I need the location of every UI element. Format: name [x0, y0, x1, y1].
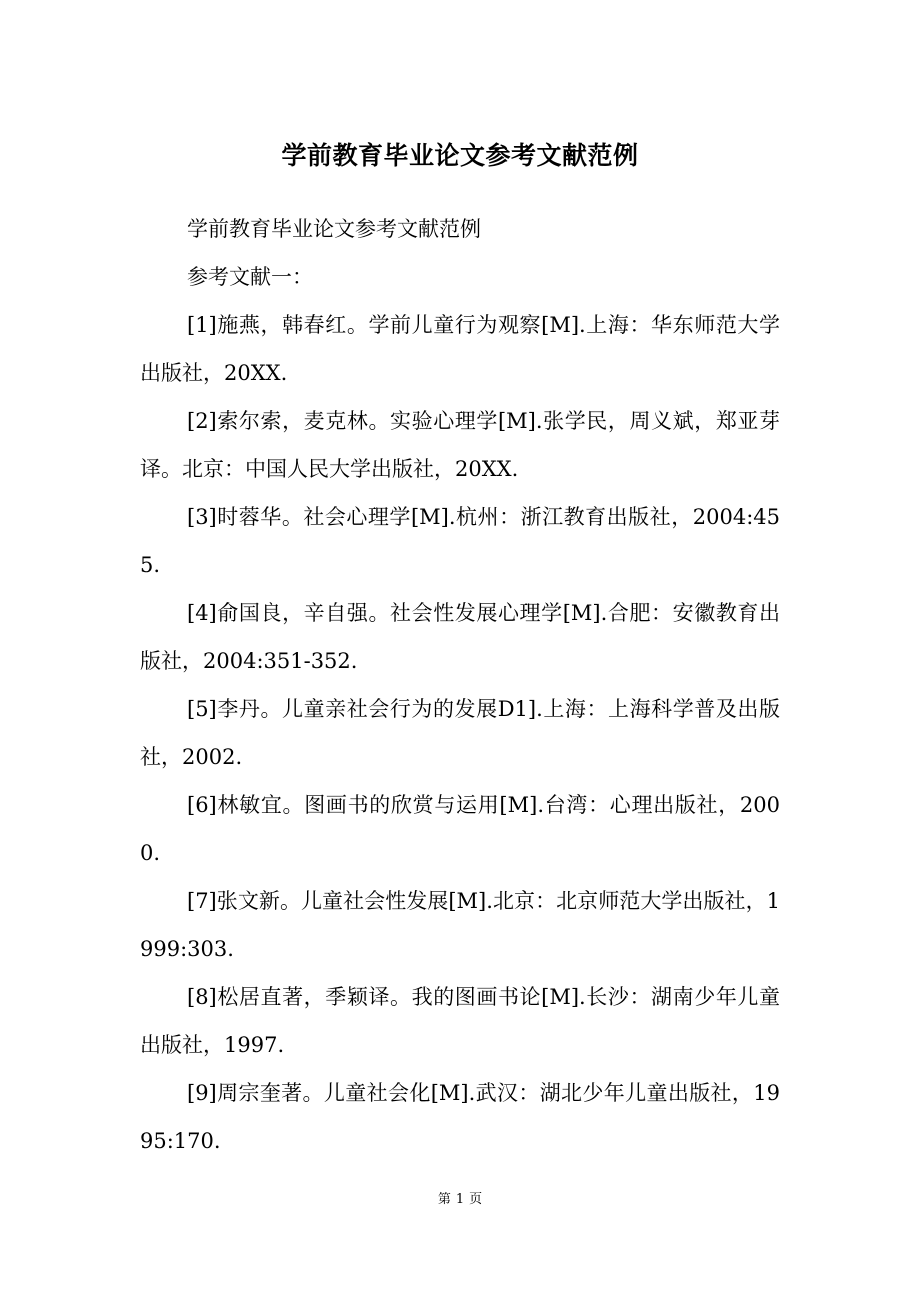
reference-item: [2]索尔索，麦克林。实验心理学[M].张学民，周义斌，郑亚芽译。北京：中国人民大学出版社，20XX.	[140, 409, 780, 481]
page-footer	[0, 1190, 920, 1210]
page-number-prefix: 第	[437, 1192, 451, 1207]
document-body	[140, 205, 780, 1165]
reference-item: [5]李丹。儿童亲社会行为的发展D1].上海：上海科学普及出版社，2002.	[140, 697, 780, 769]
reference-item: [4]俞国良，辛自强。社会性发展心理学[M].合肥：安徽教育出版社，2004:351-352.	[140, 601, 780, 673]
section-heading: 参考文献一：	[187, 265, 313, 289]
page-number-suffix: 页	[469, 1192, 483, 1207]
reference-item: [7]张文新。儿童社会性发展[M].北京：北京师范大学出版社，1999:303.	[140, 889, 780, 961]
subtitle-paragraph: 学前教育毕业论文参考文献范例	[187, 217, 481, 241]
document-title: 学前教育毕业论文参考文献范例	[281, 141, 639, 170]
page-number: 1	[455, 1192, 465, 1207]
reference-item: [8]松居直著，季颖译。我的图画书论[M].长沙：湖南少年儿童出版社，1997.	[140, 985, 780, 1057]
reference-item: [6]林敏宜。图画书的欣赏与运用[M].台湾：心理出版社，2000.	[140, 793, 780, 865]
reference-item: [3]时蓉华。社会心理学[M].杭州：浙江教育出版社，2004:455.	[140, 505, 780, 577]
reference-item: [1]施燕，韩春红。学前儿童行为观察[M].上海：华东师范大学出版社，20XX.	[140, 313, 780, 385]
reference-item: [9]周宗奎著。儿童社会化[M].武汉：湖北少年儿童出版社，1995:170.	[140, 1081, 780, 1153]
